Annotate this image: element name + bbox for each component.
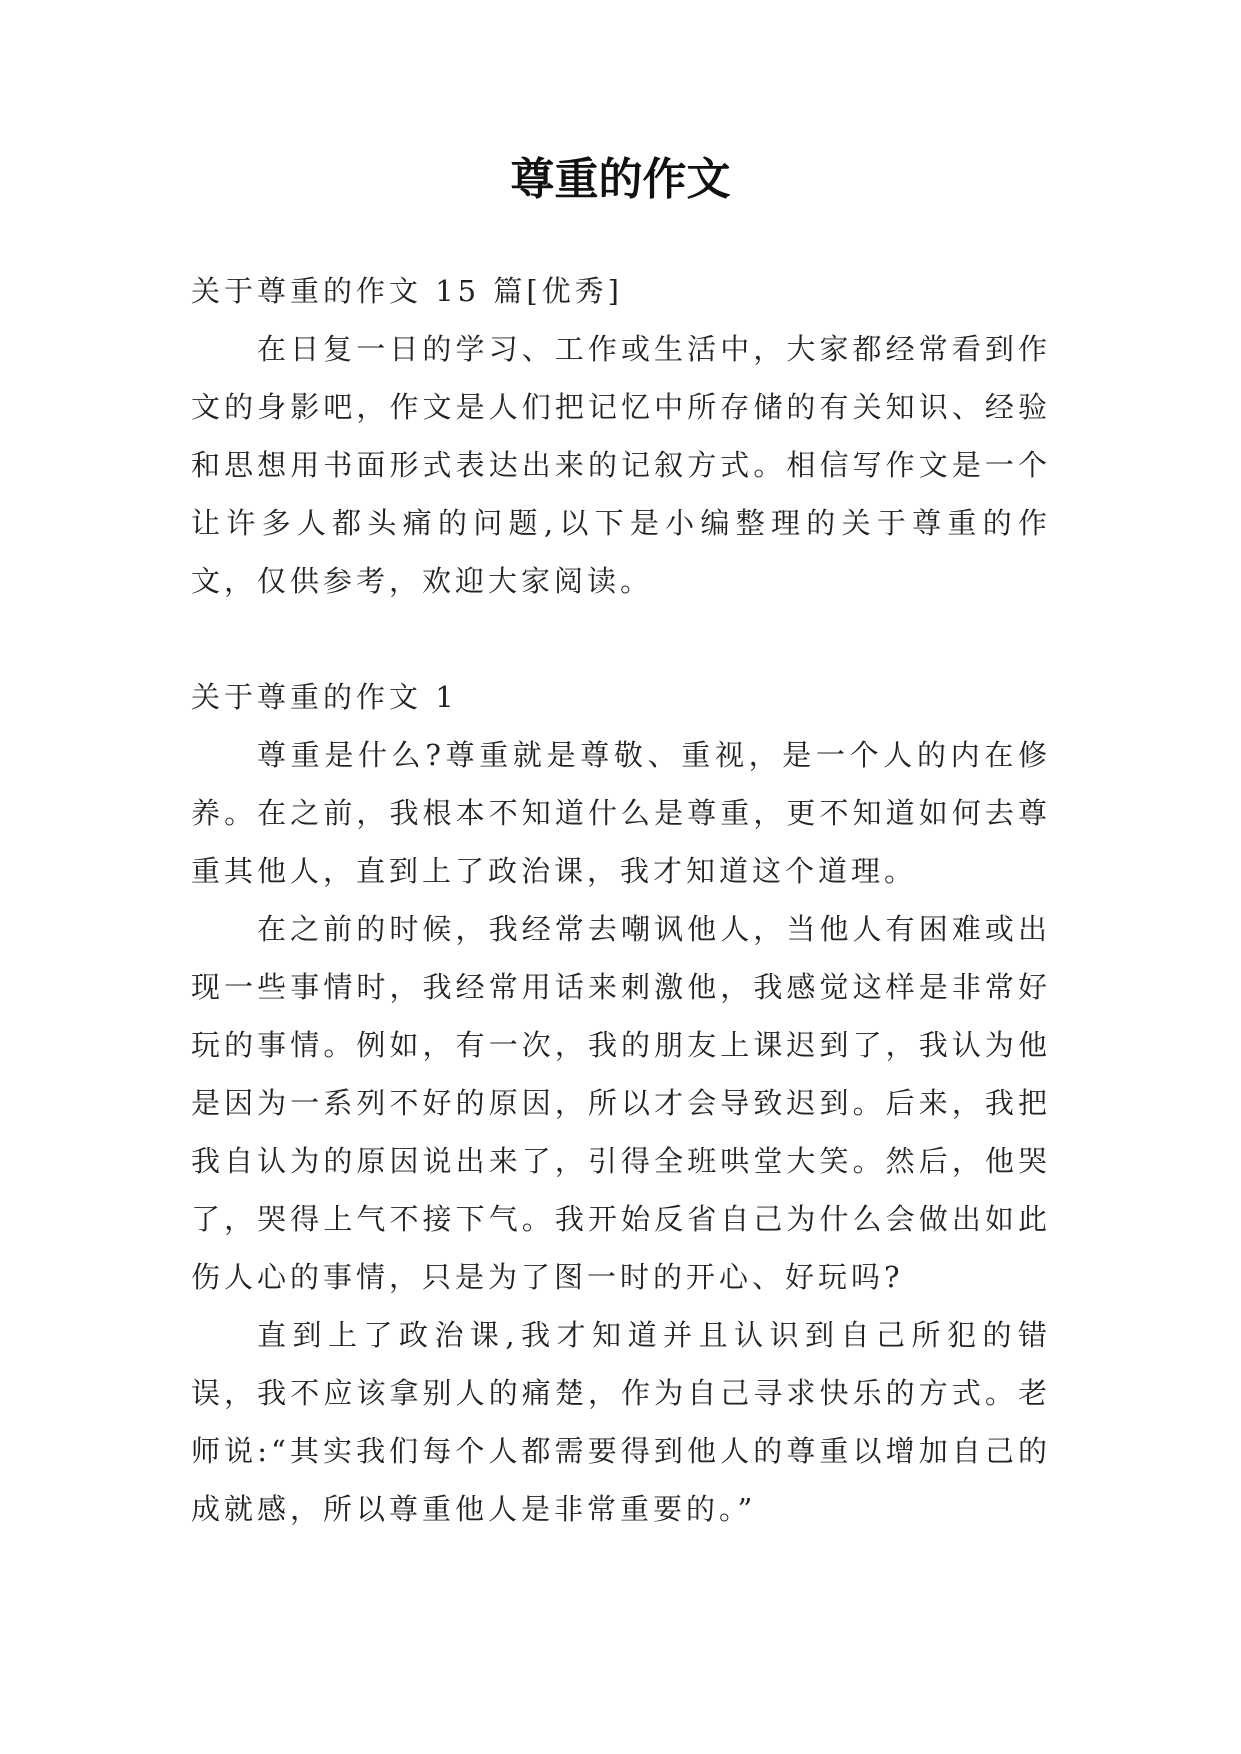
document-title: 尊重的作文 [510, 154, 731, 205]
body-paragraph: 直到上了政治课,我才知道并且认识到自己所犯的错误，我不应该拿别人的痛楚，作为自己寻求快乐的方式。老师说:“其实我们每个人都需要得到他人的尊重以增加自己的成就感，所以尊重他人是非常重要的。” [191, 1318, 1051, 1526]
document-subtitle: 关于尊重的作文 15 篇[优秀] [191, 274, 623, 308]
section-spacer [191, 610, 1051, 668]
section-heading: 关于尊重的作文 1 [191, 680, 458, 714]
intro-paragraph: 在日复一日的学习、工作或生活中，大家都经常看到作文的身影吧，作文是人们把记忆中所存储的有关知识、经验和思想用书面形式表达出来的记叙方式。相信写作文是一个让许多人都头痛的问题,以下是小编整理的关于尊重的作文，仅供参考，欢迎大家阅读。 [191, 332, 1051, 598]
body-paragraph: 在之前的时候，我经常去嘲讽他人，当他人有困难或出现一些事情时，我经常用话来刺激他，我感觉这样是非常好玩的事情。例如，有一次，我的朋友上课迟到了，我认为他是因为一系列不好的原因，所以才会导致迟到。后来，我把我自认为的原因说出来了，引得全班哄堂大笑。然后，他哭了，哭得上气不接下气。我开始反省自己为什么会做出如此伤人心的事情，只是为了图一时的开心、好玩吗? [191, 912, 1051, 1294]
body-paragraph: 尊重是什么?尊重就是尊敬、重视，是一个人的内在修养。在之前，我根本不知道什么是尊重，更不知道如何去尊重其他人，直到上了政治课，我才知道这个道理。 [191, 738, 1051, 888]
document-body [191, 262, 1051, 1538]
